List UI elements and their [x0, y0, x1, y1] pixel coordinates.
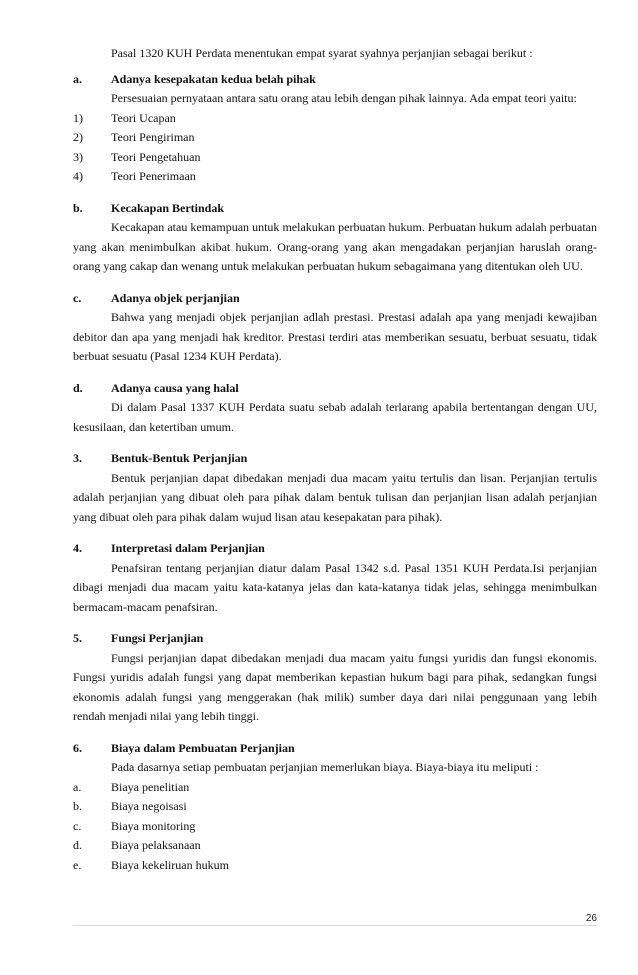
section-label: a.	[73, 71, 82, 86]
section-title: Kecakapan Bertindak	[111, 200, 225, 215]
section-5	[73, 629, 597, 727]
page-footer	[73, 909, 597, 926]
section-paragraph: Bahwa yang menjadi objek perjanjian adlah prestasi. Prestasi adalah apa yang menjadi kewajiban debitor dan apa yang menjadi hak kreditor. Prestasi terdiri atas memberikan sesuatu, berbuat sesuatu, tidak berbuat sesuatu (Pasal 1234 KUH Perdata).	[73, 310, 597, 363]
section-heading	[73, 739, 597, 759]
section-4	[73, 539, 597, 617]
list-item: c. Biaya monitoring	[73, 818, 196, 833]
section-title: Adanya objek perjanjian	[111, 290, 240, 305]
section-heading	[73, 629, 597, 649]
list-item: b. Biaya negoisasi	[73, 799, 187, 813]
section-b	[73, 199, 597, 277]
list-item: 1) Teori Ucapan	[73, 110, 176, 125]
section-heading	[73, 379, 597, 399]
section-paragraph: Kecakapan atau kemampuan untuk melakukan perbuatan hukum. Perbuatan hukum adalah perbuatan yang akan menimbulkan akibat hukum. Orang-orang yang akan mengadakan perjanjian haruslah orang-orang yang cakap dan wenang untuk melakukan perbuatan hukum sebagaimana yang ditentukan oleh UU.	[73, 220, 597, 273]
page-content	[73, 44, 597, 875]
list-item: 2) Teori Pengiriman	[73, 130, 195, 144]
section-title: Biaya dalam Pembuatan Perjanjian	[111, 740, 295, 755]
section-6	[73, 739, 597, 876]
section-heading	[73, 199, 597, 219]
section-paragraph: Pada dasarnya setiap pembuatan perjanjian memerlukan biaya. Biaya-biaya itu meliputi :	[111, 760, 539, 774]
section-c	[73, 289, 597, 367]
page-number: 26	[585, 913, 597, 924]
section-title: Interpretasi dalam Perjanjian	[111, 541, 265, 555]
intro-paragraph: Pasal 1320 KUH Perdata menentukan empat syarat syahnya perjanjian sebagai berikut :	[111, 46, 533, 60]
list-item: e. Biaya kekeliruan hukum	[73, 857, 229, 872]
section-label: d.	[73, 380, 83, 395]
list-item: a. Biaya penelitian	[73, 779, 190, 794]
section-heading	[73, 70, 597, 90]
section-label: 5.	[73, 631, 82, 645]
section-paragraph: Persesuaian pernyataan antara satu orang atau lebih dengan pihak lainnya. Ada empat teori yaitu:	[111, 91, 577, 105]
list-item: 4) Teori Penerimaan	[73, 169, 196, 183]
section-a	[73, 70, 597, 187]
section-label: 6.	[73, 740, 82, 755]
section-title: Fungsi Perjanjian	[111, 631, 204, 645]
section-title: Adanya causa yang halal	[111, 380, 239, 395]
section-3	[73, 449, 597, 527]
section-d	[73, 379, 597, 438]
section-label: c.	[73, 290, 82, 305]
section-heading	[73, 449, 597, 469]
list-item: d. Biaya pelaksanaan	[73, 838, 201, 852]
section-paragraph: Penafsiran tentang perjanjian diatur dalam Pasal 1342 s.d. Pasal 1351 KUH Perdata.Isi perjanjian dibagi menjadi dua macam yaitu kata-katanya jelas dan kata-katanya tidak jelas, sehingga menimbulkan bermacam-macam penafsiran.	[73, 560, 597, 614]
section-label: 3.	[73, 451, 82, 465]
section-heading	[73, 289, 597, 309]
list-item: 3) Teori Pengetahuan	[73, 149, 201, 164]
section-label: b.	[73, 200, 83, 215]
section-heading	[73, 539, 597, 559]
section-label: 4.	[73, 541, 82, 555]
section-title: Adanya kesepakatan kedua belah pihak	[111, 71, 316, 86]
section-paragraph: Di dalam Pasal 1337 KUH Perdata suatu sebab adalah terlarang apabila bertentangan dengan UU, kesusilaan, dan ketertiban umum.	[73, 400, 597, 434]
section-paragraph: Bentuk perjanjian dapat dibedakan menjadi dua macam yaitu tertulis dan lisan. Perjanjian tertulis adalah perjanjian yang dibuat oleh para pihak dalam bentuk tulisan dan perjanjian lisan adalah perjanjian yang dibuat oleh para pihak dalam wujud lisan atau kesepakatan para pihak).	[73, 470, 597, 524]
section-title: Bentuk-Bentuk Perjanjian	[111, 451, 248, 465]
section-paragraph: Fungsi perjanjian dapat dibedakan menjadi dua macam yaitu fungsi yuridis dan fungsi ekonomis. Fungsi yuridis adalah fungsi yang dapat memberikan kepastian hukum bagi para pihak, sedangkan fungsi ekonomis adalah fungsi yang menggerakan (hak milik) sumber daya dari nilai penggunaan yang lebih rendah menjadi nilai yang lebih tinggi.	[73, 650, 597, 723]
